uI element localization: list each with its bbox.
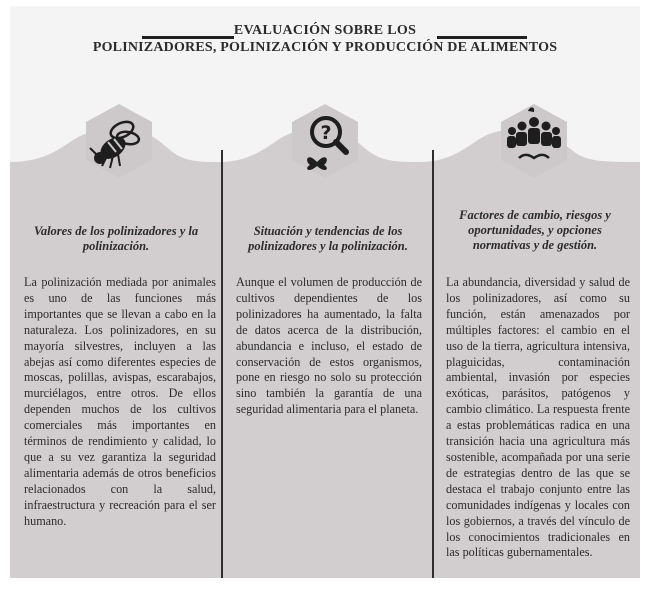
- column-3-body: La abundancia, diversidad y salud de los polinizadores, así como su función, están amenazados por múltiples factores: el cambio en el uso de la tierra, agricultura intensiva, plaguicidas, contaminación ambiental, invasión por especies exóticas, parásitos, patógenos y cambio climático. La respuesta frente a estas problemáticas radica en una transición hacia una agricultura más sostenible, acompañada por una serie de estrategias dentro de las que se destaca el trabajo conjunto entre las comunidades indígenas y locales con los gobiernos, a través del vínculo de los conocimientos tradicionales en las políticas gubernamentales.: [446, 275, 630, 560]
- title-line-1: EVALUACIÓN SOBRE LOS: [233, 23, 417, 38]
- column-2-body: Aunque el volumen de producción de cultivos dependientes de los polinizadores ha aumentado, la falta de datos acerca de la distribución, abundancia e incluso, el estado de conservación de estos organismos, pone en riesgo no solo su protección sino también la garantía de una seguridad alimentaria para el planeta.: [236, 275, 422, 417]
- column-divider-1: [221, 150, 223, 578]
- column-1-title: Valores de los polinizadores y la polinización.: [33, 224, 199, 253]
- column-2-title: Situación y tendencias de los polinizadores y la polinización.: [248, 224, 408, 253]
- column-3-title: Factores de cambio, riesgos y oportunidades, y opciones normativas y de gestión.: [459, 208, 611, 252]
- people-handshake-icon: [495, 102, 573, 180]
- bee-icon: [80, 102, 158, 180]
- svg-text:?: ?: [320, 122, 332, 144]
- title-line-2: POLINIZADORES, POLINIZACIÓN Y PRODUCCIÓN DE ALIMENTOS: [92, 40, 558, 55]
- infographic-title: [0, 22, 650, 56]
- magnifier-question-butterfly-icon: [286, 102, 364, 180]
- column-1-body: La polinización mediada por animales es uno de las funciones más importantes que se llevan a cabo en la naturaleza. Los polinizadores, en su mayoría silvestres, incluyen a las abejas así como diferentes especies de moscas, polillas, avispas, escarabajos, murciélagos, entre otros. De ellos dependen muchos de los cultivos comerciales más importantes en términos de rendimiento y calidad, lo que a su vez garantiza la seguridad alimentaria además de otros beneficios relacionados con la salud, infraestructura y recreación para el ser humano.: [24, 275, 216, 528]
- column-divider-2: [432, 150, 434, 578]
